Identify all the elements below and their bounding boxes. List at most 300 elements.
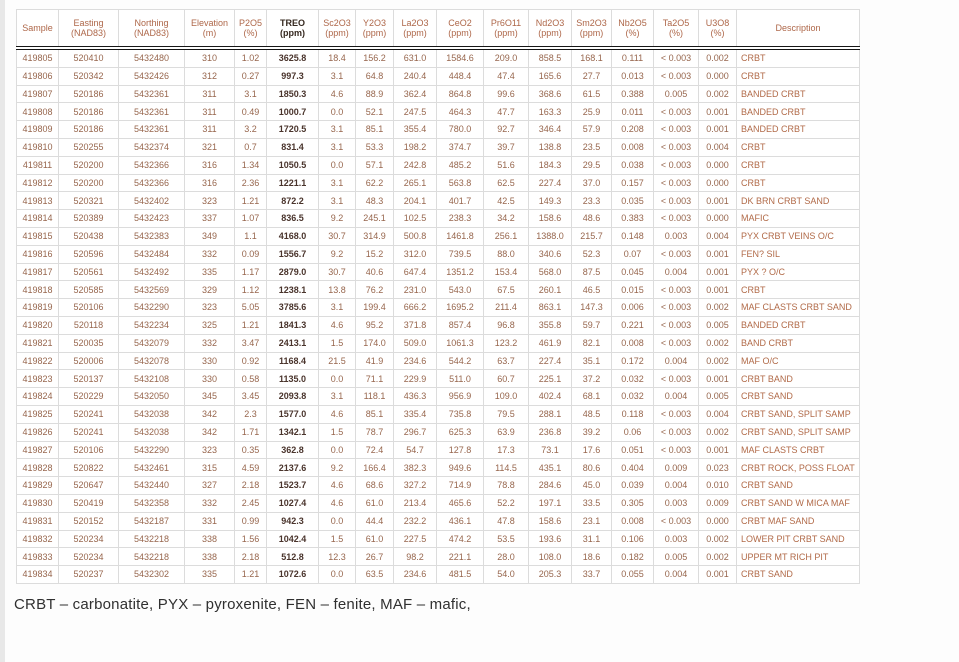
value-cell: 54.0 bbox=[484, 566, 529, 584]
value-cell: 0.006 bbox=[612, 299, 654, 317]
value-cell: 312 bbox=[185, 67, 235, 85]
value-cell: 102.5 bbox=[394, 210, 437, 228]
value-cell: 1.5 bbox=[319, 423, 356, 441]
value-cell: 520106 bbox=[59, 441, 119, 459]
value-cell: 0.001 bbox=[699, 370, 737, 388]
value-cell: 0.002 bbox=[699, 299, 737, 317]
value-cell: 5432290 bbox=[119, 441, 185, 459]
value-cell: 0.383 bbox=[612, 210, 654, 228]
value-cell: 520106 bbox=[59, 299, 119, 317]
table-row bbox=[17, 103, 860, 121]
value-cell: 323 bbox=[185, 441, 235, 459]
sample-id-cell: 419806 bbox=[17, 67, 59, 85]
value-cell: 64.8 bbox=[356, 67, 394, 85]
table-row bbox=[17, 494, 860, 512]
value-cell: 0.008 bbox=[612, 138, 654, 156]
description-cell: CRBT bbox=[737, 281, 860, 299]
value-cell: < 0.003 bbox=[654, 316, 699, 334]
sample-id-cell: 419821 bbox=[17, 334, 59, 352]
description-cell: FEN? SIL bbox=[737, 245, 860, 263]
value-cell: 666.2 bbox=[394, 299, 437, 317]
value-cell: 147.3 bbox=[572, 299, 612, 317]
value-cell: 355.4 bbox=[394, 121, 437, 139]
value-cell: 4.6 bbox=[319, 477, 356, 495]
value-cell: 296.7 bbox=[394, 423, 437, 441]
value-cell: 739.5 bbox=[437, 245, 484, 263]
value-cell: 1.56 bbox=[235, 530, 267, 548]
sample-id-cell: 419833 bbox=[17, 548, 59, 566]
description-cell: CRBT SAND bbox=[737, 566, 860, 584]
value-cell: 231.0 bbox=[394, 281, 437, 299]
value-cell: 225.1 bbox=[529, 370, 572, 388]
value-cell: 5432290 bbox=[119, 299, 185, 317]
value-cell: 0.002 bbox=[699, 352, 737, 370]
value-cell: 3.45 bbox=[235, 388, 267, 406]
value-cell: 72.4 bbox=[356, 441, 394, 459]
value-cell: 0.055 bbox=[612, 566, 654, 584]
value-cell: 509.0 bbox=[394, 334, 437, 352]
sample-id-cell: 419815 bbox=[17, 227, 59, 245]
value-cell: 0.009 bbox=[699, 494, 737, 512]
description-cell: BANDED CRBT bbox=[737, 103, 860, 121]
sample-id-cell: 419818 bbox=[17, 281, 59, 299]
value-cell: 0.008 bbox=[612, 334, 654, 352]
value-cell: 247.5 bbox=[394, 103, 437, 121]
value-cell: 62.2 bbox=[356, 174, 394, 192]
value-cell: 520321 bbox=[59, 192, 119, 210]
column-header-ceo2: CeO2 (ppm) bbox=[437, 10, 484, 49]
value-cell: 3.1 bbox=[319, 299, 356, 317]
value-cell: 17.6 bbox=[572, 441, 612, 459]
value-cell: 5432440 bbox=[119, 477, 185, 495]
value-cell: 1.71 bbox=[235, 423, 267, 441]
value-cell: 3.1 bbox=[319, 388, 356, 406]
assay-results-table bbox=[16, 9, 860, 584]
value-cell: < 0.003 bbox=[654, 192, 699, 210]
value-cell: 520241 bbox=[59, 423, 119, 441]
value-cell: 0.221 bbox=[612, 316, 654, 334]
value-cell: 520186 bbox=[59, 121, 119, 139]
value-cell: 227.4 bbox=[529, 352, 572, 370]
column-header-easting: Easting (NAD83) bbox=[59, 10, 119, 49]
sample-id-cell: 419831 bbox=[17, 512, 59, 530]
sample-id-cell: 419826 bbox=[17, 423, 59, 441]
value-cell: 59.7 bbox=[572, 316, 612, 334]
value-cell: 520647 bbox=[59, 477, 119, 495]
value-cell: 1461.8 bbox=[437, 227, 484, 245]
value-cell: 123.2 bbox=[484, 334, 529, 352]
value-cell: 448.4 bbox=[437, 67, 484, 85]
value-cell: 5432402 bbox=[119, 192, 185, 210]
value-cell: 209.0 bbox=[484, 48, 529, 67]
value-cell: 2.18 bbox=[235, 477, 267, 495]
value-cell: 39.2 bbox=[572, 423, 612, 441]
value-cell: 345 bbox=[185, 388, 235, 406]
value-cell: 315 bbox=[185, 459, 235, 477]
value-cell: 0.051 bbox=[612, 441, 654, 459]
value-cell: 0.013 bbox=[612, 67, 654, 85]
sample-id-cell: 419823 bbox=[17, 370, 59, 388]
value-cell: 0.002 bbox=[699, 85, 737, 103]
value-cell: 5432484 bbox=[119, 245, 185, 263]
value-cell: 355.8 bbox=[529, 316, 572, 334]
value-cell: 62.5 bbox=[484, 174, 529, 192]
value-cell: 520006 bbox=[59, 352, 119, 370]
treo-value-cell: 1027.4 bbox=[267, 494, 319, 512]
value-cell: 568.0 bbox=[529, 263, 572, 281]
value-cell: 5432480 bbox=[119, 48, 185, 67]
value-cell: 520419 bbox=[59, 494, 119, 512]
description-cell: BANDED CRBT bbox=[737, 121, 860, 139]
sample-id-cell: 419830 bbox=[17, 494, 59, 512]
value-cell: 0.045 bbox=[612, 263, 654, 281]
value-cell: 41.9 bbox=[356, 352, 394, 370]
value-cell: 57.9 bbox=[572, 121, 612, 139]
value-cell: 0.07 bbox=[612, 245, 654, 263]
value-cell: 29.5 bbox=[572, 156, 612, 174]
value-cell: 242.8 bbox=[394, 156, 437, 174]
value-cell: 0.0 bbox=[319, 441, 356, 459]
table-row bbox=[17, 405, 860, 423]
value-cell: 48.6 bbox=[572, 210, 612, 228]
value-cell: 108.0 bbox=[529, 548, 572, 566]
table-row bbox=[17, 48, 860, 67]
value-cell: < 0.003 bbox=[654, 245, 699, 263]
value-cell: 5432361 bbox=[119, 103, 185, 121]
value-cell: 256.1 bbox=[484, 227, 529, 245]
value-cell: 18.6 bbox=[572, 548, 612, 566]
column-header-sc2o3: Sc2O3 (ppm) bbox=[319, 10, 356, 49]
value-cell: 474.2 bbox=[437, 530, 484, 548]
value-cell: 5432569 bbox=[119, 281, 185, 299]
value-cell: 40.6 bbox=[356, 263, 394, 281]
value-cell: 0.001 bbox=[699, 566, 737, 584]
value-cell: 321 bbox=[185, 138, 235, 156]
value-cell: 5.05 bbox=[235, 299, 267, 317]
value-cell: 316 bbox=[185, 174, 235, 192]
table-row bbox=[17, 121, 860, 139]
sample-id-cell: 419829 bbox=[17, 477, 59, 495]
value-cell: 335 bbox=[185, 263, 235, 281]
value-cell: 5432461 bbox=[119, 459, 185, 477]
value-cell: 0.388 bbox=[612, 85, 654, 103]
value-cell: 543.0 bbox=[437, 281, 484, 299]
description-cell: LOWER PIT CRBT SAND bbox=[737, 530, 860, 548]
treo-value-cell: 1221.1 bbox=[267, 174, 319, 192]
value-cell: 52.1 bbox=[356, 103, 394, 121]
value-cell: 0.182 bbox=[612, 548, 654, 566]
sample-id-cell: 419820 bbox=[17, 316, 59, 334]
treo-value-cell: 1720.5 bbox=[267, 121, 319, 139]
value-cell: 5432366 bbox=[119, 174, 185, 192]
value-cell: 0.0 bbox=[319, 103, 356, 121]
value-cell: 2.18 bbox=[235, 548, 267, 566]
value-cell: 312.0 bbox=[394, 245, 437, 263]
value-cell: < 0.003 bbox=[654, 156, 699, 174]
value-cell: 1.21 bbox=[235, 566, 267, 584]
value-cell: 337 bbox=[185, 210, 235, 228]
value-cell: 342 bbox=[185, 423, 235, 441]
value-cell: 3.2 bbox=[235, 121, 267, 139]
description-cell: CRBT SAND bbox=[737, 388, 860, 406]
value-cell: 362.4 bbox=[394, 85, 437, 103]
value-cell: < 0.003 bbox=[654, 405, 699, 423]
value-cell: 193.6 bbox=[529, 530, 572, 548]
value-cell: 0.001 bbox=[699, 281, 737, 299]
value-cell: 714.9 bbox=[437, 477, 484, 495]
value-cell: 325 bbox=[185, 316, 235, 334]
table-row bbox=[17, 441, 860, 459]
value-cell: 335 bbox=[185, 566, 235, 584]
value-cell: 1351.2 bbox=[437, 263, 484, 281]
value-cell: 0.0 bbox=[319, 156, 356, 174]
sample-id-cell: 419810 bbox=[17, 138, 59, 156]
value-cell: 520438 bbox=[59, 227, 119, 245]
value-cell: 0.008 bbox=[612, 512, 654, 530]
value-cell: 45.0 bbox=[572, 477, 612, 495]
value-cell: 0.001 bbox=[699, 103, 737, 121]
value-cell: 3.47 bbox=[235, 334, 267, 352]
value-cell: 52.2 bbox=[484, 494, 529, 512]
value-cell: 0.004 bbox=[699, 138, 737, 156]
value-cell: 158.6 bbox=[529, 210, 572, 228]
value-cell: 2.36 bbox=[235, 174, 267, 192]
value-cell: 520822 bbox=[59, 459, 119, 477]
value-cell: 48.5 bbox=[572, 405, 612, 423]
treo-value-cell: 2137.6 bbox=[267, 459, 319, 477]
value-cell: 5432358 bbox=[119, 494, 185, 512]
value-cell: 78.7 bbox=[356, 423, 394, 441]
column-header-unit: (ppm) bbox=[494, 28, 518, 38]
value-cell: < 0.003 bbox=[654, 103, 699, 121]
value-cell: 5432218 bbox=[119, 530, 185, 548]
value-cell: 332 bbox=[185, 245, 235, 263]
treo-value-cell: 1000.7 bbox=[267, 103, 319, 121]
value-cell: < 0.003 bbox=[654, 423, 699, 441]
value-cell: 79.5 bbox=[484, 405, 529, 423]
value-cell: 311 bbox=[185, 85, 235, 103]
sample-id-cell: 419814 bbox=[17, 210, 59, 228]
description-cell: BAND CRBT bbox=[737, 334, 860, 352]
value-cell: 5432302 bbox=[119, 566, 185, 584]
value-cell: 0.111 bbox=[612, 48, 654, 67]
value-cell: 99.6 bbox=[484, 85, 529, 103]
value-cell: 5432108 bbox=[119, 370, 185, 388]
value-cell: 0.002 bbox=[699, 48, 737, 67]
value-cell: 436.3 bbox=[394, 388, 437, 406]
value-cell: 158.6 bbox=[529, 512, 572, 530]
column-header-elevation: Elevation (m) bbox=[185, 10, 235, 49]
value-cell: 0.035 bbox=[612, 192, 654, 210]
value-cell: 335.4 bbox=[394, 405, 437, 423]
value-cell: 5432423 bbox=[119, 210, 185, 228]
value-cell: 0.005 bbox=[654, 85, 699, 103]
treo-value-cell: 3785.6 bbox=[267, 299, 319, 317]
description-cell: CRBT bbox=[737, 174, 860, 192]
value-cell: 520585 bbox=[59, 281, 119, 299]
value-cell: 0.004 bbox=[654, 388, 699, 406]
value-cell: 35.1 bbox=[572, 352, 612, 370]
column-header-description: Description bbox=[737, 10, 860, 49]
value-cell: 864.8 bbox=[437, 85, 484, 103]
column-header-y2o3: Y2O3 (ppm) bbox=[356, 10, 394, 49]
value-cell: 563.8 bbox=[437, 174, 484, 192]
column-header-unit: (%) bbox=[243, 28, 258, 38]
table-row bbox=[17, 388, 860, 406]
value-cell: 0.002 bbox=[699, 530, 737, 548]
value-cell: 331 bbox=[185, 512, 235, 530]
value-cell: 39.7 bbox=[484, 138, 529, 156]
value-cell: 0.004 bbox=[654, 263, 699, 281]
value-cell: 0.49 bbox=[235, 103, 267, 121]
value-cell: 0.004 bbox=[699, 405, 737, 423]
value-cell: 402.4 bbox=[529, 388, 572, 406]
value-cell: 1061.3 bbox=[437, 334, 484, 352]
value-cell: 0.004 bbox=[654, 477, 699, 495]
sample-id-cell: 419813 bbox=[17, 192, 59, 210]
table-row bbox=[17, 156, 860, 174]
value-cell: < 0.003 bbox=[654, 138, 699, 156]
value-cell: 5432218 bbox=[119, 548, 185, 566]
value-cell: 311 bbox=[185, 103, 235, 121]
value-cell: < 0.003 bbox=[654, 67, 699, 85]
value-cell: 481.5 bbox=[437, 566, 484, 584]
value-cell: 12.3 bbox=[319, 548, 356, 566]
value-cell: 0.009 bbox=[654, 459, 699, 477]
sample-id-cell: 419825 bbox=[17, 405, 59, 423]
value-cell: 327.2 bbox=[394, 477, 437, 495]
sample-id-cell: 419832 bbox=[17, 530, 59, 548]
value-cell: 47.4 bbox=[484, 67, 529, 85]
value-cell: 0.001 bbox=[699, 192, 737, 210]
column-header-unit: (ppm) bbox=[579, 28, 604, 38]
value-cell: 1695.2 bbox=[437, 299, 484, 317]
value-cell: 0.003 bbox=[654, 530, 699, 548]
treo-value-cell: 1042.4 bbox=[267, 530, 319, 548]
column-header-sm2o3: Sm2O3 (ppm) bbox=[572, 10, 612, 49]
column-header-unit: (%) bbox=[625, 28, 640, 38]
value-cell: 0.0 bbox=[319, 512, 356, 530]
value-cell: 5432038 bbox=[119, 423, 185, 441]
value-cell: 374.7 bbox=[437, 138, 484, 156]
value-cell: 211.4 bbox=[484, 299, 529, 317]
value-cell: 956.9 bbox=[437, 388, 484, 406]
treo-value-cell: 836.5 bbox=[267, 210, 319, 228]
value-cell: 78.8 bbox=[484, 477, 529, 495]
value-cell: 13.8 bbox=[319, 281, 356, 299]
value-cell: 3.1 bbox=[319, 121, 356, 139]
value-cell: 0.000 bbox=[699, 67, 737, 85]
treo-value-cell: 1135.0 bbox=[267, 370, 319, 388]
value-cell: 3.1 bbox=[319, 174, 356, 192]
description-cell: PYX CRBT VEINS O/C bbox=[737, 227, 860, 245]
value-cell: 138.8 bbox=[529, 138, 572, 156]
description-cell: MAF CLASTS CRBT bbox=[737, 441, 860, 459]
value-cell: 520035 bbox=[59, 334, 119, 352]
value-cell: 3.1 bbox=[319, 138, 356, 156]
table-row bbox=[17, 530, 860, 548]
value-cell: 0.011 bbox=[612, 103, 654, 121]
value-cell: 245.1 bbox=[356, 210, 394, 228]
value-cell: 37.2 bbox=[572, 370, 612, 388]
value-cell: 330 bbox=[185, 370, 235, 388]
value-cell: 520118 bbox=[59, 316, 119, 334]
value-cell: 647.4 bbox=[394, 263, 437, 281]
value-cell: 5432361 bbox=[119, 121, 185, 139]
value-cell: 0.118 bbox=[612, 405, 654, 423]
value-cell: 163.3 bbox=[529, 103, 572, 121]
value-cell: 0.005 bbox=[699, 388, 737, 406]
value-cell: 34.2 bbox=[484, 210, 529, 228]
sample-id-cell: 419822 bbox=[17, 352, 59, 370]
value-cell: 0.004 bbox=[654, 566, 699, 584]
value-cell: 520186 bbox=[59, 103, 119, 121]
table-row bbox=[17, 334, 860, 352]
value-cell: 1.5 bbox=[319, 334, 356, 352]
value-cell: 314.9 bbox=[356, 227, 394, 245]
value-cell: < 0.003 bbox=[654, 174, 699, 192]
sample-id-cell: 419808 bbox=[17, 103, 59, 121]
value-cell: 284.6 bbox=[529, 477, 572, 495]
value-cell: 5432078 bbox=[119, 352, 185, 370]
value-cell: 57.1 bbox=[356, 156, 394, 174]
value-cell: 330 bbox=[185, 352, 235, 370]
value-cell: 0.0 bbox=[319, 370, 356, 388]
value-cell: 0.000 bbox=[699, 512, 737, 530]
value-cell: 631.0 bbox=[394, 48, 437, 67]
value-cell: < 0.003 bbox=[654, 121, 699, 139]
treo-value-cell: 512.8 bbox=[267, 548, 319, 566]
treo-value-cell: 2413.1 bbox=[267, 334, 319, 352]
value-cell: 4.6 bbox=[319, 405, 356, 423]
value-cell: 4.6 bbox=[319, 494, 356, 512]
value-cell: 85.1 bbox=[356, 121, 394, 139]
value-cell: 0.404 bbox=[612, 459, 654, 477]
value-cell: 76.2 bbox=[356, 281, 394, 299]
value-cell: 0.001 bbox=[699, 441, 737, 459]
value-cell: 310 bbox=[185, 48, 235, 67]
value-cell: 1388.0 bbox=[529, 227, 572, 245]
sample-id-cell: 419807 bbox=[17, 85, 59, 103]
table-row bbox=[17, 299, 860, 317]
value-cell: 5432187 bbox=[119, 512, 185, 530]
value-cell: 85.1 bbox=[356, 405, 394, 423]
column-header-p2o5: P2O5 (%) bbox=[235, 10, 267, 49]
value-cell: 0.005 bbox=[699, 316, 737, 334]
treo-value-cell: 1556.7 bbox=[267, 245, 319, 263]
column-header-sample: Sample bbox=[17, 10, 59, 49]
column-header-unit: (ppm) bbox=[280, 28, 305, 38]
value-cell: 184.3 bbox=[529, 156, 572, 174]
value-cell: 857.4 bbox=[437, 316, 484, 334]
value-cell: 5432038 bbox=[119, 405, 185, 423]
value-cell: 3.1 bbox=[319, 192, 356, 210]
value-cell: 465.6 bbox=[437, 494, 484, 512]
value-cell: 316 bbox=[185, 156, 235, 174]
column-header-ta2o5: Ta2O5 (%) bbox=[654, 10, 699, 49]
value-cell: 382.3 bbox=[394, 459, 437, 477]
value-cell: 47.8 bbox=[484, 512, 529, 530]
value-cell: 520596 bbox=[59, 245, 119, 263]
value-cell: 0.148 bbox=[612, 227, 654, 245]
value-cell: 33.5 bbox=[572, 494, 612, 512]
treo-value-cell: 1050.5 bbox=[267, 156, 319, 174]
value-cell: 232.2 bbox=[394, 512, 437, 530]
value-cell: 0.000 bbox=[699, 156, 737, 174]
value-cell: 338 bbox=[185, 548, 235, 566]
value-cell: 949.6 bbox=[437, 459, 484, 477]
page-left-edge bbox=[0, 0, 5, 662]
